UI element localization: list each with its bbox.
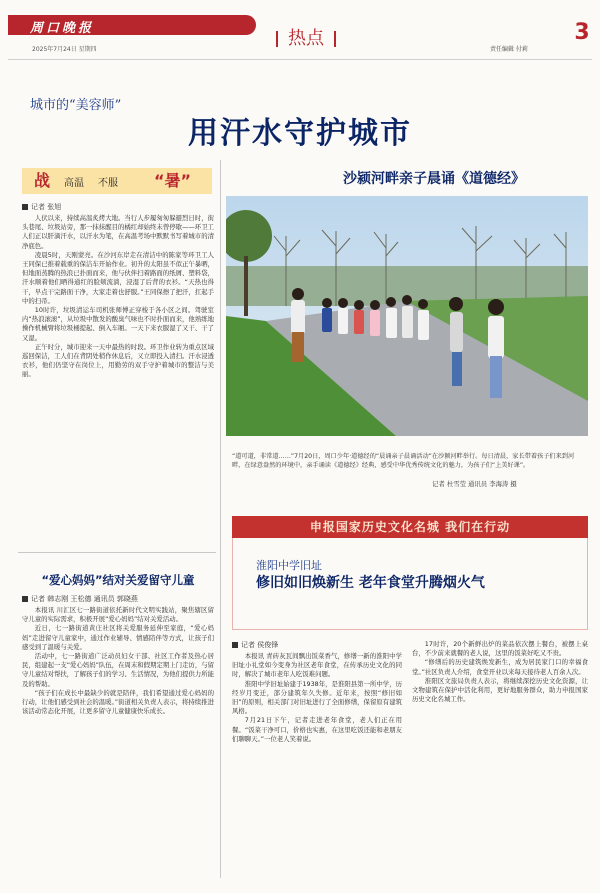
column-divider	[220, 160, 221, 878]
paragraph: 7月21日下午，记者走进老年食堂，老人们正在用餐。“饭菜干净可口，价格也实惠，在这里吃饭还能和老朋友们聊聊天。”一位老人笑着说。	[232, 716, 402, 743]
photo-story-headline: 沙颍河畔亲子晨诵《道德经》	[343, 171, 525, 187]
paragraph: 凌晨5时，天刚蒙亮。在沙河东岸走在清洁中的陈家等环卫工人王同保已推着载重的保洁车开始作业。初升的太阳虽不似正午暴晒，但地面蒸腾的热浪已扑面而来，他与伙伴扫着路面的纸屑、塑料袋，汗水顺着他们晒得通红的脸颊流淌，浸湿了后背的衣衫。“天热也得干，早点干完路面干净，大家走着也舒服。”王同保擦了把汗，扛起手中的扫帚。	[22, 250, 214, 305]
paragraph: 17时许，20个新鲜出炉的菜品依次摆上餐台，被摆上桌台，不少前来就餐的老人说，这里的饭菜好吃又不贵。	[412, 640, 588, 658]
logo-bar	[8, 15, 256, 35]
editor-credit: 责任编辑 付莉	[490, 46, 528, 53]
section-tag	[266, 24, 346, 50]
banner-gaowen: 高温	[64, 178, 84, 189]
banner-bufu: 不服	[98, 178, 118, 189]
left-top-byline	[22, 202, 61, 212]
lead-kicker: 城市的“美容师”	[30, 98, 122, 113]
section-bar-left	[276, 31, 278, 47]
paragraph: 淮阳中学旧址始建于1938年，是淮阳县第一所中学，历经岁月变迁，部分建筑年久失修。近年来，按照“修旧如旧”的原则，相关部门对旧址进行了全面修缮，保留原有建筑风格。	[232, 679, 402, 716]
section-label: 热点	[288, 28, 324, 49]
photo-reading-kids	[226, 196, 588, 436]
left-bottom-headline: “爱心妈妈”结对关爱留守儿童	[41, 573, 195, 587]
section-bar-right	[334, 31, 336, 47]
photo-credit: 记者 杜雪莹 通讯员 李海涛 摄	[432, 480, 517, 488]
page-number: 3	[574, 20, 590, 45]
newspaper-logo: 周口晚报	[30, 21, 95, 36]
paragraph: 人伏以来，持续高温炙烤大地。当行人步履匆匆躲避烈日时，街头巷尾、垃圾站旁，那一抹抹醒目的橘红却始终未曾停歇——环卫工人们正以肝滴汗水，以汗水为笔，在高温考场中默默书写着城市的清净底色。	[22, 214, 214, 250]
series-article-col2	[412, 640, 588, 880]
paragraph: 近日，七一路街道黄庄社区将关爱服务延伸至家庭，“爱心妈妈”走进留守儿童家中，通过作业辅导、情感陪伴等方式，让孩子们感受到了温暖与关爱。	[22, 624, 214, 651]
series-kicker: 淮阳中学旧址	[256, 559, 322, 572]
paragraph: 10时许，垃圾清运车司机张师傅正穿梭于各小区之间。驾驶室内“热浪滚滚”，从垃圾中散发的酸臭气味也不时扑面而来，他熟练地操作机械臂将垃圾桶提起、倒入车厢。一天下来衣服湿了又干、干了又湿。	[22, 306, 214, 342]
banner-shu: “暑”	[154, 171, 192, 190]
banner-zhan: 战	[34, 171, 51, 190]
paragraph: “孩子们在成长中最缺少的就是陪伴，我们希望通过爱心妈妈的行动，让他们感受到社会的温暖。”街道相关负责人表示，将持续推进该活动常态化开展，让更多留守儿童健康快乐成长。	[22, 688, 214, 716]
left-bottom-byline	[22, 594, 138, 604]
paragraph: 活动中，七一路街道广泛动员妇女干部、社区工作者及热心居民，组建起一支“爱心妈妈”队伍，在周末和假期定期上门走访，与留守儿童结对帮扶，了解孩子们的学习、生活情况，为他们提供力所能及的帮助。	[22, 652, 214, 688]
masthead	[8, 8, 592, 60]
byline-square-icon	[22, 204, 28, 210]
byline-text: 记者 韩志刚 王松德 通讯员 郭晓燕	[31, 595, 138, 603]
lead-headline: 用汗水守护城市	[188, 116, 412, 151]
paragraph: “修缮后的历史建筑焕发新生，成为居民家门口的幸福食堂。”社区负责人介绍，食堂开业以来每天接待老人百余人次。	[412, 658, 588, 676]
series-banner	[232, 516, 588, 538]
left-top-article	[22, 214, 214, 542]
left-bottom-article	[22, 606, 214, 876]
paragraph: 本报讯 青砖灰瓦间飘出饭菜香气，修缮一新的淮阳中学旧址小礼堂如今变身为社区老年食堂，在传承历史文化的同时，解决了城市老年人吃饭难问题。	[232, 652, 402, 679]
photo-caption: “道可道，非常道……”7月20日，周口少年·道德经的“晨诵亲子晨诵活动”在沙颍河畔举行。每日清晨，家长带着孩子们来到河畔，在绿意盎然的环境中，亲手诵读《道德经》经典，感受中华优秀传统文化的魅力，为孩子们“上美好课”。	[232, 453, 575, 469]
byline-square-icon	[232, 642, 238, 648]
series-banner-text: 申报国家历史文化名城 我们在行动	[309, 520, 511, 534]
heat-banner	[22, 168, 212, 194]
byline-square-icon	[22, 596, 28, 602]
paragraph: 本报讯 川汇区七一路街道依托新时代文明实践站，聚焦辖区留守儿童的实际需求，积极开展“爱心妈妈”结对关爱活动。	[22, 606, 214, 624]
issue-date: 2025年7月24日 星期四	[32, 46, 97, 53]
paragraph: 正午时分，城市迎来一天中最热的时段。环卫作业转为重点区域巡回保洁，工人们在背阴处稍作休息后，又立即投入清扫。汗水浸透衣衫，他们仍坚守在岗位上，用勤劳的双手守护着城市的整洁与美丽。	[22, 342, 214, 379]
series-byline	[232, 640, 278, 650]
photo-illustration	[226, 196, 588, 436]
byline-text: 记者 侯俊锋	[241, 641, 279, 649]
paragraph: 淮阳区文旅局负责人表示，将继续深挖历史文化资源，让文物建筑在保护中活化利用，更好地服务群众，助力申报国家历史文化名城工作。	[412, 676, 588, 704]
byline-text: 记者 张旭	[31, 203, 62, 211]
series-article-col1	[232, 652, 402, 880]
section-divider	[18, 552, 216, 553]
series-headline: 修旧如旧焕新生 老年食堂升腾烟火气	[256, 575, 485, 591]
